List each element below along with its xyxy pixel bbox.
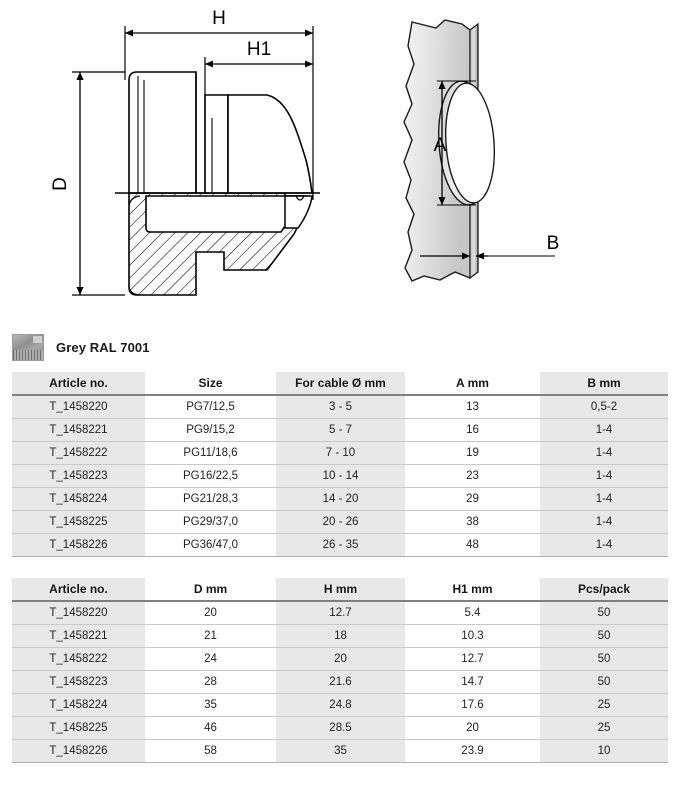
product-thumbnail-icon xyxy=(12,334,44,361)
column-header-article-no: Article no. xyxy=(12,578,145,601)
table-row xyxy=(12,693,668,716)
table-cell: 3 - 5 xyxy=(276,395,405,418)
table-cell: 46 xyxy=(145,716,276,739)
cable-gland-cross-section xyxy=(50,8,320,295)
table-cell: 24 xyxy=(145,647,276,670)
table-cell: 5.4 xyxy=(405,601,540,624)
column-header-b-mm: B mm xyxy=(540,372,668,395)
table-cell: 12.7 xyxy=(276,601,405,624)
table-header-row xyxy=(12,578,668,601)
table-cell: 10.3 xyxy=(405,624,540,647)
table-cell: 10 xyxy=(540,739,668,762)
table-cell: 50 xyxy=(540,624,668,647)
table-cell: PG7/12,5 xyxy=(145,395,276,418)
table-header-row xyxy=(12,372,668,395)
table-cell: 58 xyxy=(145,739,276,762)
table-row xyxy=(12,670,668,693)
table-cell: 24.8 xyxy=(276,693,405,716)
table-cell: T_1458224 xyxy=(12,487,145,510)
table-cell: PG29/37,0 xyxy=(145,510,276,533)
table-row xyxy=(12,510,668,533)
table-cell: 1-4 xyxy=(540,487,668,510)
column-header-h1-mm: H1 mm xyxy=(405,578,540,601)
table-cell: PG11/18,6 xyxy=(145,441,276,464)
table-cell: T_1458223 xyxy=(12,670,145,693)
table-cell: 23.9 xyxy=(405,739,540,762)
table-cell: 25 xyxy=(540,693,668,716)
table-cell: 19 xyxy=(405,441,540,464)
table-cell: T_1458225 xyxy=(12,716,145,739)
table-cell: 16 xyxy=(405,418,540,441)
table-row xyxy=(12,739,668,762)
column-header-h-mm: H mm xyxy=(276,578,405,601)
colour-label: Grey RAL 7001 xyxy=(56,339,150,355)
table-cell: T_1458222 xyxy=(12,647,145,670)
table-cell: 20 xyxy=(276,647,405,670)
table-cell: PG36/47,0 xyxy=(145,533,276,556)
table-cell: 13 xyxy=(405,395,540,418)
table-cell: 35 xyxy=(276,739,405,762)
table-cell: 20 xyxy=(405,716,540,739)
table-cell: 29 xyxy=(405,487,540,510)
table-cell: 1-4 xyxy=(540,533,668,556)
table-cell: 10 - 14 xyxy=(276,464,405,487)
table-cell: 28.5 xyxy=(276,716,405,739)
table-cell: 38 xyxy=(405,510,540,533)
table-cell: PG9/15,2 xyxy=(145,418,276,441)
table-cell: 1-4 xyxy=(540,441,668,464)
colour-swatch-row xyxy=(12,330,150,364)
table-cell: T_1458220 xyxy=(12,601,145,624)
panel-hole-perspective xyxy=(404,20,559,281)
table-cell: T_1458222 xyxy=(12,441,145,464)
dimension-label-a: A xyxy=(433,135,447,156)
table-cell: 50 xyxy=(540,670,668,693)
column-header-pcs-pack: Pcs/pack xyxy=(540,578,668,601)
table-cell: 14.7 xyxy=(405,670,540,693)
dimension-label-b: B xyxy=(546,233,560,254)
dimension-label-h1: H1 xyxy=(246,39,272,60)
table-cell: 0,5-2 xyxy=(540,395,668,418)
table-row xyxy=(12,647,668,670)
dimension-label-h: H xyxy=(212,8,226,29)
swatch-ridge-texture xyxy=(13,350,43,360)
table-cell: PG21/28,3 xyxy=(145,487,276,510)
table-cell: 18 xyxy=(276,624,405,647)
dimension-label-d: D xyxy=(50,177,71,191)
column-header-size: Size xyxy=(145,372,276,395)
specification-table-packaging xyxy=(12,578,668,763)
specification-table-dimensions xyxy=(12,372,668,557)
column-header-d-mm: D mm xyxy=(145,578,276,601)
table-cell: 12.7 xyxy=(405,647,540,670)
table-row xyxy=(12,418,668,441)
table-row xyxy=(12,624,668,647)
table-cell: T_1458220 xyxy=(12,395,145,418)
table-cell: 50 xyxy=(540,601,668,624)
table-cell: 35 xyxy=(145,693,276,716)
table-cell: 7 - 10 xyxy=(276,441,405,464)
table-cell: 48 xyxy=(405,533,540,556)
table-row xyxy=(12,533,668,556)
table-cell: 14 - 20 xyxy=(276,487,405,510)
table-cell: T_1458226 xyxy=(12,533,145,556)
table-row xyxy=(12,716,668,739)
table-row xyxy=(12,601,668,624)
column-header-article-no: Article no. xyxy=(12,372,145,395)
column-header-a-mm: A mm xyxy=(405,372,540,395)
table-cell: 23 xyxy=(405,464,540,487)
technical-drawings xyxy=(0,0,680,320)
table-cell: 25 xyxy=(540,716,668,739)
table-cell: T_1458225 xyxy=(12,510,145,533)
table-cell: 26 - 35 xyxy=(276,533,405,556)
table-cell: T_1458226 xyxy=(12,739,145,762)
table-cell: T_1458221 xyxy=(12,624,145,647)
table-row xyxy=(12,464,668,487)
table-cell: 50 xyxy=(540,647,668,670)
column-header-cable-dia: For cable Ø mm xyxy=(276,372,405,395)
table-cell: 17.6 xyxy=(405,693,540,716)
table-row xyxy=(12,441,668,464)
table-cell: 1-4 xyxy=(540,464,668,487)
table-cell: 1-4 xyxy=(540,510,668,533)
table-cell: 1-4 xyxy=(540,418,668,441)
table-cell: 21 xyxy=(145,624,276,647)
table-cell: 21.6 xyxy=(276,670,405,693)
table-cell: T_1458223 xyxy=(12,464,145,487)
table-cell: T_1458224 xyxy=(12,693,145,716)
table-row xyxy=(12,487,668,510)
table-cell: 28 xyxy=(145,670,276,693)
table-row xyxy=(12,395,668,418)
table-cell: PG16/22,5 xyxy=(145,464,276,487)
table-cell: 5 - 7 xyxy=(276,418,405,441)
table-cell: T_1458221 xyxy=(12,418,145,441)
swatch-highlight xyxy=(33,336,42,343)
table-cell: 20 xyxy=(145,601,276,624)
table-cell: 20 - 26 xyxy=(276,510,405,533)
